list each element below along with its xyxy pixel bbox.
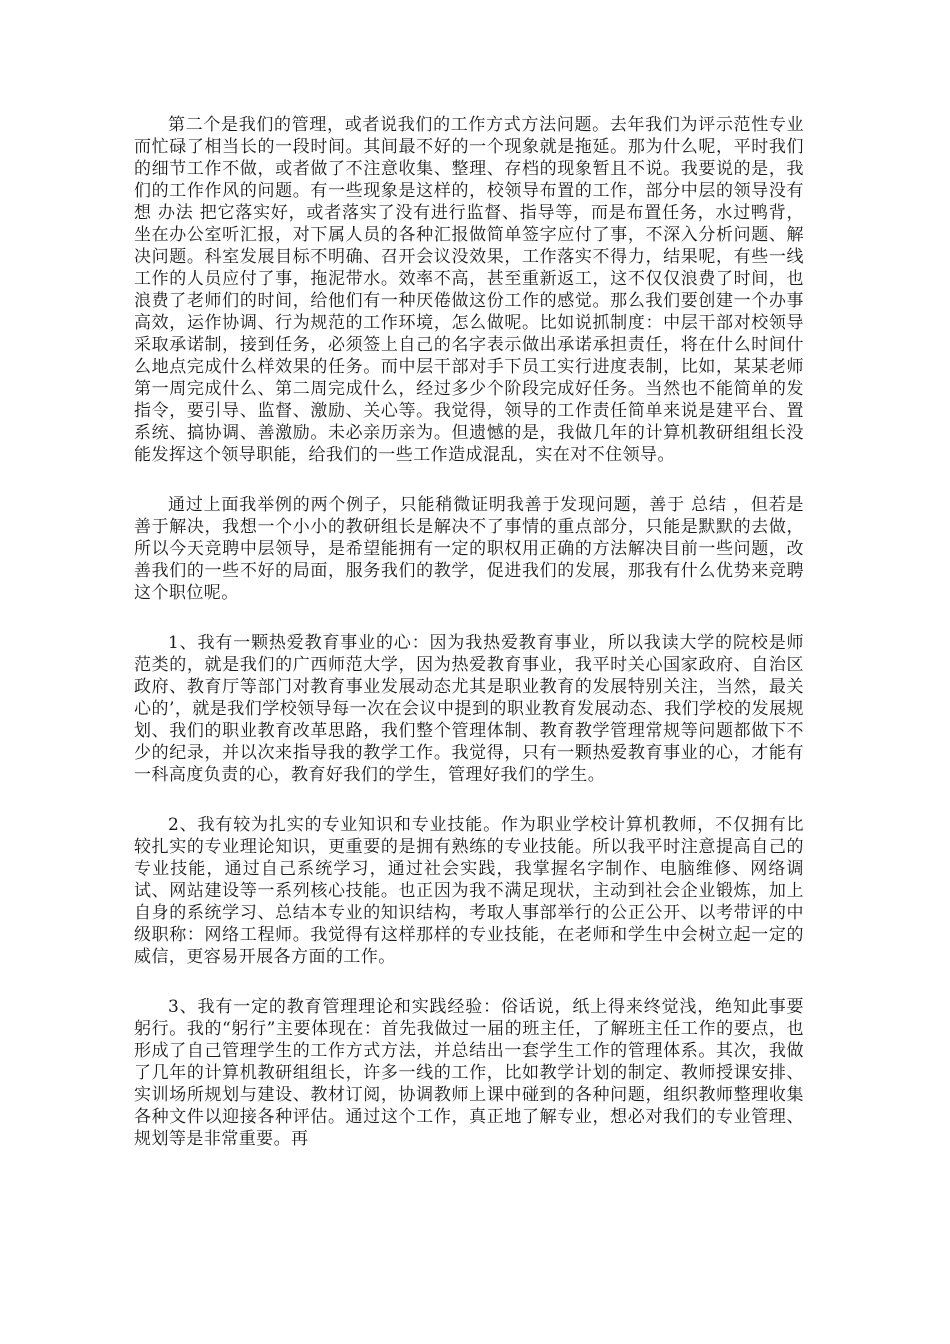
- document-body: [134, 114, 804, 1178]
- paragraph-advantage-2: 2、我有较为扎实的专业知识和专业技能。作为职业学校计算机教师，不仅拥有比较扎实的专业理论知识，更重要的是拥有熟练的专业技能。所以我平时注意提高自己的专业技能，通过自己系统学习，通过社会实践，我掌握名字制作、电脑维修、网络调试、网站建设等一系列核心技能。也正因为我不满足现状，主动到社会企业锻炼，加上自身的系统学习、总结本专业的知识结构，考取人事部举行的公正公开、以考带评的中级职称：网络工程师。我觉得有这样那样的专业技能，在老师和学生中会树立起一定的威信，更容易开展各方面的工作。: [134, 815, 804, 967]
- paragraph-advantage-1: 1、我有一颗热爱教育事业的心：因为我热爱教育事业，所以我读大学的院校是师范类的，就是我们的广西师范大学，因为热爱教育事业，我平时关心国家政府、自治区政府、教育厅等部门对教育事业发展动态尤其是职业教育的发展特别关注，当然，最关心的’，就是我们学校领导每一次在会议中提到的职业教育发展动态、我们学校的发展规划、我们的职业教育改革思路，我们整个管理体制、教育教学管理常规等问题都做下不少的纪录，并以次来指导我的教学工作。我觉得，只有一颗热爱教育事业的心，才能有一科高度负责的心，教育好我们的学生，管理好我们的学生。: [134, 633, 804, 785]
- paragraph-management-issue: 第二个是我们的管理，或者说我们的工作方式方法问题。去年我们为评示范性专业而忙碌了相当长的一段时间。其间最不好的一个现象就是拖延。那为什么呢，平时我们的细节工作不做，或者做了不注意收集、整理、存档的现象暂且不说。我要说的是，我们的工作作风的问题。有一些现象是这样的，校领导布置的工作，部分中层的领导没有想 办法 把它落实好，或者落实了没有进行监督、指导等，而是布置任务，水过鸭背，坐在办公室听汇报，对下属人员的各种汇报做简单签字应付了事，不深入分析问题、解决问题。科室发展目标不明确、召开会议没效果，工作落实不得力，结果呢，有些一线工作的人员应付了事，拖泥带水。效率不高，甚至重新返工，这不仅仅浪费了时间，也浪费了老师们的时间，给他们有一种厌倦做这份工作的感觉。那么我们要创建一个办事高效，运作协调、行为规范的工作环境，怎么做呢。比如说抓制度：中层干部对校领导采取承诺制，接到任务，必须签上自己的名字表示做出承诺承担责任，将在什么时间什么地点完成什么样效果的任务。而中层干部对手下员工实行进度表制，比如，某某老师第一周完成什么、第二周完成什么，经过多少个阶段完成好任务。当然也不能简单的发指令，要引导、监督、激励、关心等。我觉得，领导的工作责任简单来说是建平台、置系统、搞协调、善激励。未必亲历亲为。但遗憾的是，我做几年的计算机教研组组长没能发挥这个领导职能，给我们的一些工作造成混乱，实在对不住领导。: [134, 115, 804, 465]
- paragraph-transition: 通过上面我举例的两个例子，只能稍微证明我善于发现问题，善于 总结 ，但若是善于解决，我想一个小小的教研组长是解决不了事情的重点部分，只能是默默的去做，所以今天竞聘中层领导，是希望能拥有一定的职权用正确的方法解决目前一些问题，改善我们的一些不好的局面，服务我们的教学，促进我们的发展，那我有什么优势来竞聘这个职位呢。: [134, 495, 804, 603]
- paragraph-advantage-3: 3、我有一定的教育管理理论和实践经验：俗话说，纸上得来终觉浅，绝知此事要躬行。我的“躬行”主要体现在：首先我做过一届的班主任，了解班主任工作的要点，也形成了自己管理学生的工作方式方法，并总结出一套学生工作的管理体系。其次，我做了几年的计算机教研组组长，许多一线的工作，比如教学计划的制定、教师授课安排、实训场所规划与建设、教材订阅，协调教师上课中碰到的各种问题，组织教师整理收集各种文件以迎接各种评估。通过这个工作，真正地了解专业，想必对我们的专业管理、规划等是非常重要。再: [134, 997, 804, 1149]
